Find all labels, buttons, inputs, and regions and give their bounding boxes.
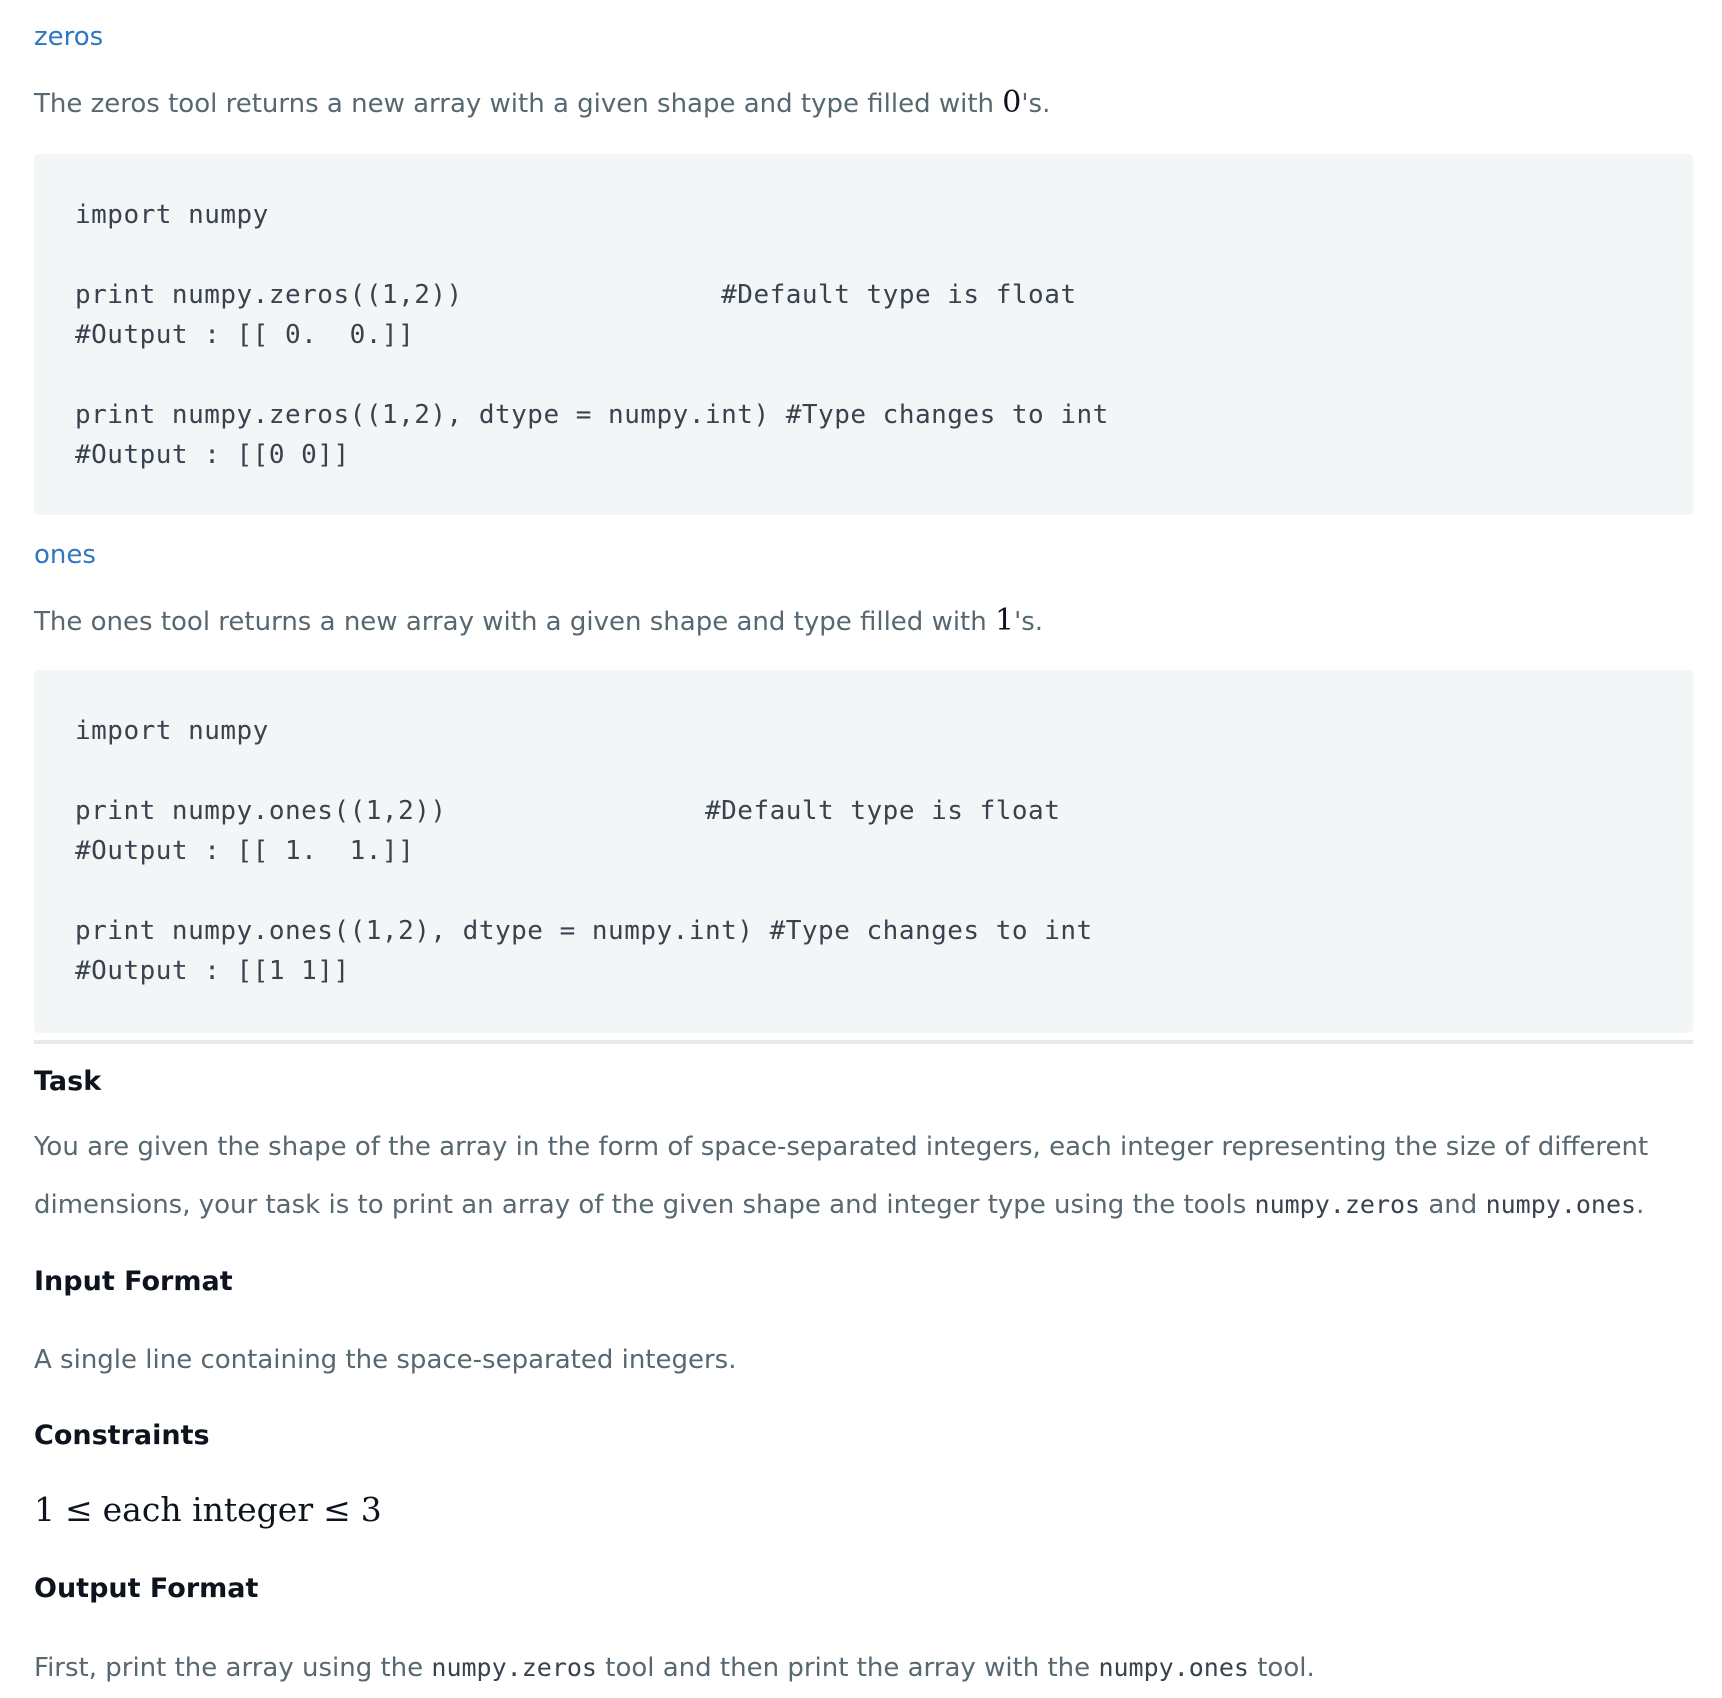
code-line: import numpy: [75, 716, 269, 746]
zeros-description-text: The zeros tool returns a new array with a given shape and type filled with: [34, 89, 1003, 119]
code-line: #Output : [[1 1]]: [75, 956, 350, 986]
code-line: [75, 751, 1693, 791]
code-line: #Output : [[ 0. 0.]]: [75, 320, 415, 350]
output-format-description: [34, 1639, 1693, 1697]
constraints-formula: [34, 1488, 382, 1532]
code-line: print numpy.zeros((1,2), dtype = numpy.int) #Type changes to int: [75, 400, 1109, 430]
constraint-variable: each integer: [102, 1490, 314, 1529]
task-heading: Task: [34, 1066, 102, 1097]
zeros-math-value: 0: [1002, 85, 1022, 120]
code-line: #Output : [[ 1. 1.]]: [75, 836, 415, 866]
constraints-heading: Constraints: [34, 1420, 210, 1451]
code-line: print numpy.ones((1,2), dtype = numpy.int) #Type changes to int: [75, 916, 1093, 946]
inline-code-ones: numpy.ones: [1098, 1653, 1249, 1682]
zeros-link[interactable]: zeros: [34, 22, 104, 52]
task-text-line1: You are given the shape of the array in the form of space-separated integers, each integer representing the size of different: [34, 1132, 1649, 1162]
leq-symbol: ≤: [323, 1490, 351, 1529]
code-line: [75, 871, 1693, 911]
ones-code: [75, 711, 1693, 991]
leq-symbol: ≤: [65, 1490, 93, 1529]
output-text-middle: tool and then print the array with the: [596, 1653, 1099, 1683]
task-description: [34, 1119, 1693, 1234]
code-line: [75, 235, 1693, 275]
ones-description-text: The ones tool returns a new array with a given shape and type filled with: [34, 607, 995, 637]
zeros-description-suffix: 's.: [1021, 89, 1051, 119]
inline-code-ones: numpy.ones: [1485, 1190, 1637, 1219]
input-format-description: A single line containing the space-separated integers.: [34, 1345, 737, 1375]
code-line: #Output : [[0 0]]: [75, 440, 350, 470]
output-text-end: tool.: [1248, 1653, 1315, 1683]
ones-description-suffix: 's.: [1014, 607, 1044, 637]
output-text-before: First, print the array using the: [34, 1653, 432, 1683]
output-format-heading: Output Format: [34, 1573, 259, 1604]
zeros-description: [34, 74, 1693, 133]
inline-code-zeros: numpy.zeros: [431, 1653, 597, 1682]
task-text-end: .: [1636, 1190, 1645, 1220]
ones-link[interactable]: ones: [34, 540, 96, 570]
task-text-line2: dimensions, your task is to print an array of the given shape and integer type using the tools: [34, 1190, 1255, 1220]
zeros-code-block: [34, 154, 1693, 515]
task-text-and: and: [1420, 1190, 1486, 1220]
ones-math-value: 1: [995, 603, 1015, 638]
code-line: print numpy.zeros((1,2)) #Default type is float: [75, 280, 1077, 310]
constraint-upper-bound: 3: [360, 1490, 382, 1529]
section-divider: [34, 1040, 1693, 1044]
code-line: print numpy.ones((1,2)) #Default type is float: [75, 796, 1061, 826]
ones-description: [34, 592, 1693, 651]
constraint-lower-bound: 1: [34, 1490, 55, 1529]
input-format-heading: Input Format: [34, 1266, 233, 1297]
code-line: [75, 355, 1693, 395]
ones-code-block: [34, 670, 1693, 1033]
inline-code-zeros: numpy.zeros: [1254, 1190, 1421, 1219]
zeros-code: [75, 195, 1693, 475]
code-line: import numpy: [75, 200, 269, 230]
